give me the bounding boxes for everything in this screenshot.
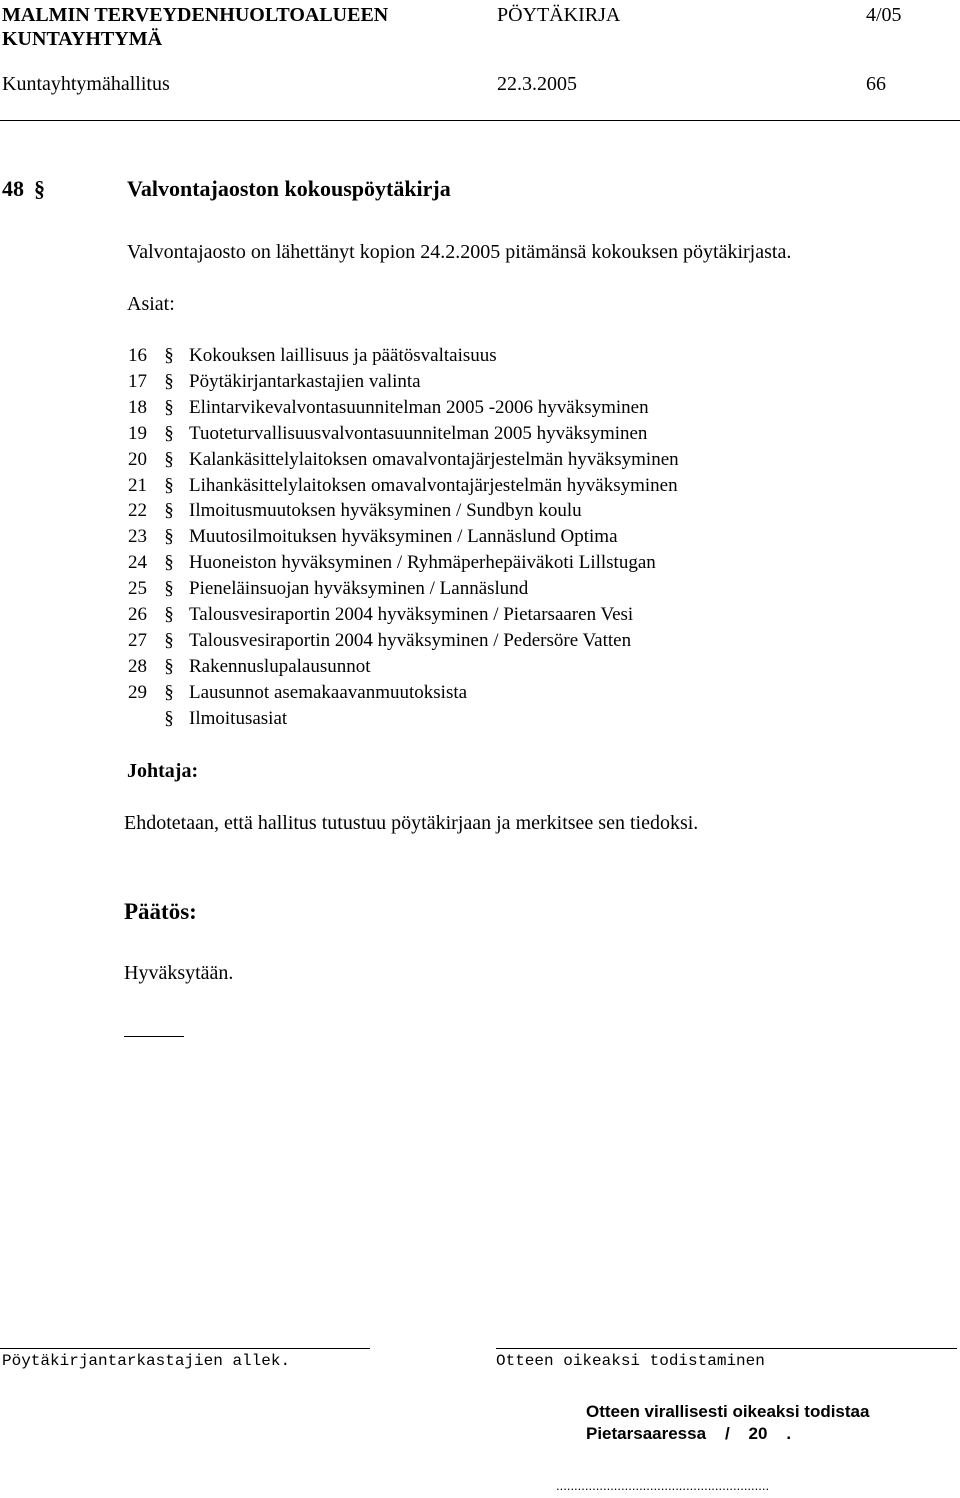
section-symbol: §	[164, 371, 174, 392]
meeting-date: 22.3.2005	[497, 73, 577, 95]
section-symbol: §	[164, 449, 174, 470]
agenda-item-text: Tuoteturvallisuusvalvontasuunnitelman 2005 hyväksyminen	[189, 423, 648, 444]
agenda-item-number: 26	[128, 604, 147, 625]
section-symbol: §	[164, 345, 174, 366]
organization-name-line1: MALMIN TERVEYDENHUOLTOALUEEN	[2, 4, 389, 26]
agenda-item-number: 23	[128, 526, 147, 547]
agenda-item-number: 28	[128, 656, 147, 677]
section-symbol: §	[164, 682, 174, 703]
end-line	[124, 1036, 184, 1037]
paatos-label: Päätös:	[124, 899, 197, 924]
document-type: PÖYTÄKIRJA	[497, 4, 621, 26]
section-symbol: §	[164, 397, 174, 418]
decision-text: Hyväksytään.	[124, 962, 234, 984]
section-symbol: §	[164, 552, 174, 573]
page-number: 66	[866, 73, 886, 95]
section-symbol: §	[164, 578, 174, 599]
agenda-item-text: Talousvesiraportin 2004 hyväksyminen / Pietarsaaren Vesi	[189, 604, 634, 625]
place-date-line: Pietarsaaressa / 20 .	[586, 1424, 792, 1443]
agenda-item-text: Pieneläinsuojan hyväksyminen / Lannäslund	[189, 578, 529, 599]
agenda-item-text: Talousvesiraportin 2004 hyväksyminen / Pedersöre Vatten	[189, 630, 632, 651]
agenda-item-text: Rakennuslupalausunnot	[189, 656, 371, 677]
signature-dots: ...........................................................	[556, 1478, 770, 1493]
agenda-item-text: Lausunnot asemakaavanmuutoksista	[189, 682, 468, 703]
intro-text: Valvontajaosto on lähettänyt kopion 24.2.2005 pitämänsä kokouksen pöytäkirjasta.	[127, 241, 792, 263]
section-number: 48	[2, 176, 24, 201]
agenda-item-number: 16	[128, 345, 147, 366]
johtaja-label: Johtaja:	[127, 760, 199, 782]
agenda-item-number: 29	[128, 682, 147, 703]
agenda-item-text: Elintarvikevalvontasuunnitelman 2005 -2006 hyväksyminen	[189, 397, 649, 418]
agenda-item-number: 27	[128, 630, 147, 651]
footer-divider-right	[496, 1348, 957, 1349]
header-divider	[0, 120, 960, 121]
agenda-item-text: Huoneiston hyväksyminen / Ryhmäperhepäiväkoti Lillstugan	[189, 552, 656, 573]
section-symbol: §	[164, 604, 174, 625]
section-symbol: §	[164, 708, 174, 729]
agenda-item-number: 21	[128, 475, 147, 496]
agenda-item-text: Muutosilmoituksen hyväksyminen / Lannäslund Optima	[189, 526, 618, 547]
section-symbol: §	[164, 526, 174, 547]
agenda-item-number: 18	[128, 397, 147, 418]
section-symbol: §	[164, 656, 174, 677]
section-symbol: §	[164, 630, 174, 651]
agenda-item-text: Kokouksen laillisuus ja päätösvaltaisuus	[189, 345, 497, 366]
agenda-item-number: 20	[128, 449, 147, 470]
agenda-item-number: 22	[128, 500, 147, 521]
agenda-item-number: 25	[128, 578, 147, 599]
official-certification-line: Otteen virallisesti oikeaksi todistaa	[586, 1402, 870, 1421]
section-symbol: §	[164, 500, 174, 521]
section-symbol: §	[164, 423, 174, 444]
agenda-item-number: 19	[128, 423, 147, 444]
checkers-signature-label: Pöytäkirjantarkastajien allek.	[2, 1352, 291, 1370]
section-title: Valvontajaoston kokouspöytäkirja	[127, 176, 451, 201]
agenda-item-text: Lihankäsittelylaitoksen omavalvontajärjestelmän hyväksyminen	[189, 475, 678, 496]
asiat-label: Asiat:	[127, 293, 175, 315]
agenda-item-text: Ilmoitusmuutoksen hyväksyminen / Sundbyn koulu	[189, 500, 582, 521]
agenda-item-number: 17	[128, 371, 147, 392]
section-symbol: §	[34, 176, 45, 201]
footer-divider-left	[0, 1348, 370, 1349]
section-symbol: §	[164, 475, 174, 496]
agenda-item-text: Kalankäsittelylaitoksen omavalvontajärjestelmän hyväksyminen	[189, 449, 679, 470]
proposal-text: Ehdotetaan, että hallitus tutustuu pöytäkirjaan ja merkitsee sen tiedoksi.	[124, 812, 699, 834]
agenda-item-text: Ilmoitusasiat	[189, 708, 288, 729]
document-page-ref: 4/05	[866, 4, 902, 26]
organization-name-line2: KUNTAYHTYMÄ	[2, 28, 163, 50]
agenda-item-number: 24	[128, 552, 147, 573]
agenda-item-text: Pöytäkirjantarkastajien valinta	[189, 371, 421, 392]
governing-body: Kuntayhtymähallitus	[2, 73, 170, 95]
certification-label: Otteen oikeaksi todistaminen	[496, 1352, 765, 1370]
